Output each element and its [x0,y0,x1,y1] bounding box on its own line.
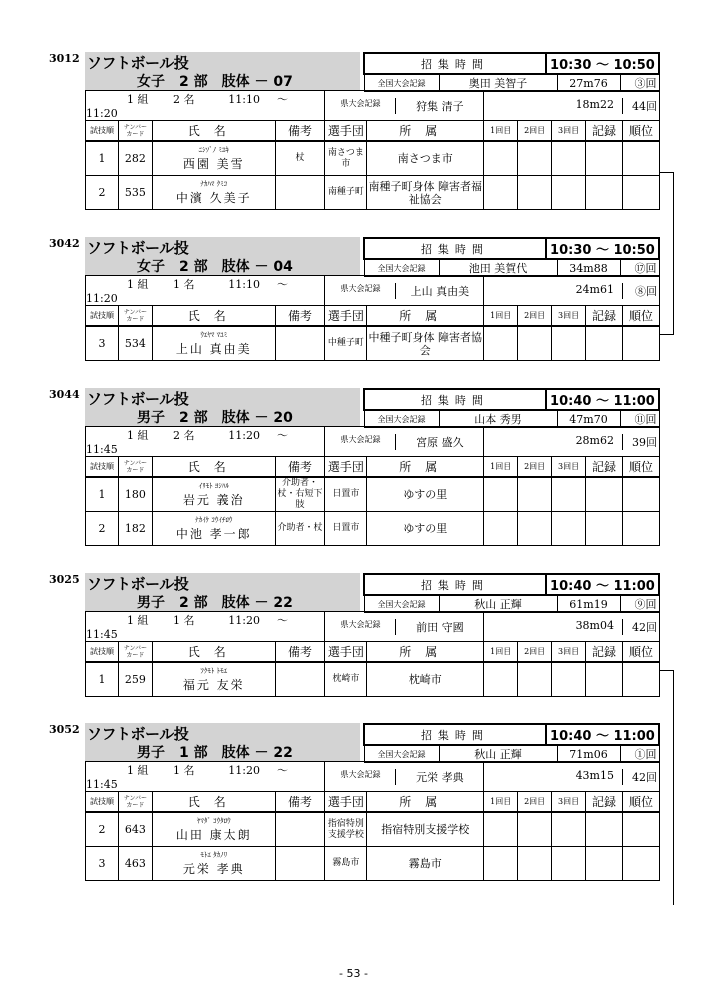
trial-order: 1 [86,477,119,512]
national-record-edition: ⑨回 [620,595,659,613]
header-trial-3: 3回目 [552,457,586,478]
rank-result [622,176,659,210]
national-record-value: 34m88 [557,259,620,277]
call-label: 招集時間 [364,53,546,74]
pref-record-label: 県大会記録 前田 守國 [325,612,484,642]
header-trial-3: 3回目 [552,306,586,327]
header-name: 氏名 [152,306,275,327]
national-record-holder: 秋山 正輝 [439,745,557,763]
header-bib: ナンバー カード [118,642,152,663]
record-result [586,512,623,546]
header-trial-1: 1回目 [484,642,518,663]
category-title: 男子 1 部 肢体 － 22 [137,745,293,761]
pref-record-label: 県大会記録 宮原 盛久 [325,427,484,457]
record-table [363,52,660,92]
athlete-kanji: 上山 真由美 [175,341,252,356]
athlete-row [86,176,660,210]
header-trial-1: 1回目 [484,457,518,478]
athlete-kana: ﾆｼｿﾞﾉ ﾐﾕｷ [198,145,229,154]
rank-result [622,662,659,697]
athlete-team: 霧島市 [325,847,367,881]
athlete-kanji: 西園 美雪 [182,156,245,171]
event-code: 3025 [49,573,80,586]
athlete-name [152,512,275,546]
header-affiliation: 所属 [367,792,484,813]
trial-3-result [552,326,586,361]
athlete-affiliation: 南種子町身体 障害者福祉協会 [367,176,484,210]
athlete-name [152,477,275,512]
athlete-name [152,326,275,361]
athlete-note: 介助者・杖 [275,512,325,546]
athlete-name [152,141,275,176]
pref-record-detail: 18m22 44回 [484,91,660,121]
pref-record-holder: 前田 守國 [395,619,483,635]
trial-order: 3 [86,847,119,881]
group-info: 1 組 2 名 11:20 ～ 11:45 [86,427,325,457]
trial-1-result [484,847,518,881]
pref-record-label: 県大会記録 狩集 清子 [325,91,484,121]
header-team: 選手団 [325,306,367,327]
pref-record-detail: 24m61 ⑧回 [484,276,660,306]
header-trial-2: 2回目 [518,792,552,813]
sport-title: ソフトボール投 [87,390,189,408]
entry-table [85,275,660,361]
record-result [586,477,623,512]
national-record-value: 47m70 [557,410,620,428]
record-table [363,237,660,277]
event-code: 3012 [49,52,80,65]
national-record-label: 全国大会記録 [364,74,439,92]
athlete-note [275,662,325,697]
athlete-kana: ｳｴﾔﾏ ﾏﾕﾐ [200,330,228,339]
header-bib: ナンバー カード [118,306,152,327]
trial-order: 2 [86,176,119,210]
athlete-team: 指宿特別支援学校 [325,812,367,847]
athlete-kanji: 福元 友栄 [182,677,245,692]
connector-line [660,670,674,671]
athlete-kanji: 元栄 孝典 [182,861,245,876]
sport-title: ソフトボール投 [87,575,189,593]
header-name: 氏名 [152,642,275,663]
athlete-affiliation: ゆすの里 [367,512,484,546]
athlete-name [152,662,275,697]
header-team: 選手団 [325,121,367,142]
call-time: 10:30 ～ 10:50 [546,238,659,259]
bib-number: 535 [118,176,152,210]
header-record: 記録 [586,792,623,813]
record-result [586,662,623,697]
athlete-row [86,847,660,881]
sport-title: ソフトボール投 [87,725,189,743]
rank-result [622,141,659,176]
header-rank: 順位 [622,121,659,142]
bib-number: 259 [118,662,152,697]
national-record-value: 61m19 [557,595,620,613]
trial-1-result [484,176,518,210]
trial-order: 3 [86,326,119,361]
athlete-kana: ﾔﾏﾀﾞ ｺｳﾀﾛｳ [196,816,231,825]
connector-line [660,334,674,335]
call-label: 招集時間 [364,389,546,410]
national-record-edition: ⑪回 [620,410,659,428]
event-block [49,723,660,881]
athlete-team: 南種子町 [325,176,367,210]
trial-1-result [484,812,518,847]
athlete-note: 杖 [275,141,325,176]
pref-record-holder: 上山 真由美 [395,283,483,299]
trial-1-result [484,326,518,361]
event-title-box [85,723,360,761]
record-result [586,176,623,210]
athlete-affiliation: 霧島市 [367,847,484,881]
category-title: 男子 2 部 肢体 － 22 [137,595,293,611]
header-affiliation: 所属 [367,457,484,478]
athlete-kanji: 岩元 義治 [182,492,245,507]
trial-order: 1 [86,662,119,697]
athlete-kana: ﾅｶﾊﾏ ｸﾐｺ [200,179,228,188]
record-table [363,388,660,428]
athlete-name [152,176,275,210]
header-affiliation: 所属 [367,306,484,327]
athlete-note [275,326,325,361]
record-result [586,847,623,881]
athlete-note: 介助者・杖・右短下肢 [275,477,325,512]
header-trial-2: 2回目 [518,642,552,663]
trial-order: 1 [86,141,119,176]
pref-record-holder: 元栄 孝典 [395,769,483,785]
call-label: 招集時間 [364,574,546,595]
bib-number: 182 [118,512,152,546]
header-team: 選手団 [325,792,367,813]
header-bib: ナンバー カード [118,792,152,813]
header-name: 氏名 [152,121,275,142]
trial-3-result [552,141,586,176]
record-result [586,326,623,361]
trial-1-result [484,662,518,697]
header-rank: 順位 [622,792,659,813]
trial-2-result [518,847,552,881]
rank-result [622,812,659,847]
call-label: 招集時間 [364,724,546,745]
record-result [586,812,623,847]
header-trial-2: 2回目 [518,457,552,478]
sport-title: ソフトボール投 [87,54,189,72]
trial-2-result [518,812,552,847]
header-note: 備考 [275,457,325,478]
trial-1-result [484,141,518,176]
athlete-kana: ﾓﾄｴ ﾀｶﾉﾘ [200,850,228,859]
event-block [49,237,660,361]
connector-line [673,172,674,334]
header-trial-3: 3回目 [552,642,586,663]
athlete-row [86,512,660,546]
athlete-row [86,477,660,512]
header-record: 記録 [586,306,623,327]
national-record-holder: 池田 美賀代 [439,259,557,277]
header-team: 選手団 [325,642,367,663]
event-block [49,388,660,546]
athlete-kanji: 山田 康太朗 [175,827,252,842]
event-block [49,52,660,210]
group-info: 1 組 2 名 11:10 ～ 11:20 [86,91,325,121]
header-record: 記録 [586,121,623,142]
header-bib: ナンバー カード [118,121,152,142]
event-title-box [85,237,360,275]
athlete-kana: ｲﾘﾓﾄ ﾖｼﾊﾙ [198,481,229,490]
rank-result [622,512,659,546]
entry-table [85,90,660,210]
athlete-affiliation: 南さつま市 [367,141,484,176]
trial-1-result [484,512,518,546]
pref-record-detail: 38m04 42回 [484,612,660,642]
rank-result [622,847,659,881]
call-time: 10:40 ～ 11:00 [546,724,659,745]
trial-2-result [518,477,552,512]
header-bib: ナンバー カード [118,457,152,478]
pref-record-holder: 宮原 盛久 [395,434,483,450]
athlete-team: 日置市 [325,477,367,512]
national-record-holder: 秋山 正輝 [439,595,557,613]
header-trial-2: 2回目 [518,306,552,327]
header-trial-1: 1回目 [484,121,518,142]
group-info: 1 組 1 名 11:20 ～ 11:45 [86,612,325,642]
trial-1-result [484,477,518,512]
national-record-holder: 山本 秀男 [439,410,557,428]
group-info: 1 組 1 名 11:20 ～ 11:45 [86,762,325,792]
rank-result [622,326,659,361]
pref-record-detail: 43m15 42回 [484,762,660,792]
header-note: 備考 [275,306,325,327]
athlete-note [275,176,325,210]
connector-line [660,172,674,173]
national-record-edition: ③回 [620,74,659,92]
category-title: 女子 2 部 肢体 － 07 [137,74,293,90]
pref-record-label: 県大会記録 上山 真由美 [325,276,484,306]
national-record-label: 全国大会記録 [364,410,439,428]
athlete-kanji: 中濱 久美子 [175,190,252,205]
athlete-kana: ﾅｶｲｹ ｺｳｲﾁﾛｳ [195,515,233,524]
event-code: 3042 [49,237,80,250]
pref-record-label: 県大会記録 元栄 孝典 [325,762,484,792]
event-title-box [85,388,360,426]
national-record-value: 27m76 [557,74,620,92]
athlete-row [86,662,660,697]
entry-table [85,611,660,697]
trial-3-result [552,662,586,697]
national-record-edition: ①回 [620,745,659,763]
bib-number: 463 [118,847,152,881]
national-record-label: 全国大会記録 [364,745,439,763]
bib-number: 643 [118,812,152,847]
header-rank: 順位 [622,306,659,327]
header-order: 試技順 [86,642,119,663]
header-note: 備考 [275,792,325,813]
national-record-value: 71m06 [557,745,620,763]
call-time: 10:40 ～ 11:00 [546,389,659,410]
athlete-note [275,847,325,881]
header-team: 選手団 [325,457,367,478]
athlete-row [86,141,660,176]
trial-3-result [552,176,586,210]
athlete-kana: ﾌｸﾓﾄ ﾄﾓｴ [200,666,228,675]
athlete-team: 中種子町 [325,326,367,361]
call-time: 10:30 ～ 10:50 [546,53,659,74]
header-name: 氏名 [152,792,275,813]
header-record: 記録 [586,457,623,478]
header-order: 試技順 [86,121,119,142]
sport-title: ソフトボール投 [87,239,189,257]
pref-record-holder: 狩集 清子 [395,98,483,114]
header-trial-2: 2回目 [518,121,552,142]
event-code: 3044 [49,388,80,401]
athlete-row [86,812,660,847]
header-rank: 順位 [622,457,659,478]
event-title-box [85,52,360,90]
athlete-affiliation: 指宿特別支援学校 [367,812,484,847]
athlete-name [152,847,275,881]
trial-order: 2 [86,512,119,546]
connector-line [673,670,674,905]
record-table [363,723,660,763]
record-result [586,141,623,176]
header-order: 試技順 [86,306,119,327]
athlete-affiliation: ゆすの里 [367,477,484,512]
national-record-label: 全国大会記録 [364,259,439,277]
trial-2-result [518,176,552,210]
category-title: 男子 2 部 肢体 － 20 [137,410,293,426]
event-title-box [85,573,360,611]
athlete-affiliation: 中種子町身体 障害者協会 [367,326,484,361]
header-affiliation: 所属 [367,121,484,142]
athlete-row [86,326,660,361]
header-note: 備考 [275,121,325,142]
national-record-label: 全国大会記録 [364,595,439,613]
trial-3-result [552,477,586,512]
header-trial-3: 3回目 [552,121,586,142]
header-note: 備考 [275,642,325,663]
bib-number: 282 [118,141,152,176]
call-label: 招集時間 [364,238,546,259]
athlete-note [275,812,325,847]
header-order: 試技順 [86,457,119,478]
header-trial-1: 1回目 [484,792,518,813]
athlete-affiliation: 枕崎市 [367,662,484,697]
category-title: 女子 2 部 肢体 － 04 [137,259,293,275]
header-order: 試技順 [86,792,119,813]
event-code: 3052 [49,723,80,736]
header-name: 氏名 [152,457,275,478]
national-record-holder: 奥田 美智子 [439,74,557,92]
trial-2-result [518,141,552,176]
trial-3-result [552,812,586,847]
header-affiliation: 所属 [367,642,484,663]
national-record-edition: ⑰回 [620,259,659,277]
trial-order: 2 [86,812,119,847]
athlete-team: 日置市 [325,512,367,546]
athlete-name [152,812,275,847]
header-trial-3: 3回目 [552,792,586,813]
header-record: 記録 [586,642,623,663]
pref-record-detail: 28m62 39回 [484,427,660,457]
rank-result [622,477,659,512]
record-table [363,573,660,613]
trial-2-result [518,512,552,546]
event-block [49,573,660,697]
group-info: 1 組 1 名 11:10 ～ 11:20 [86,276,325,306]
entry-table [85,761,660,881]
athlete-kanji: 中池 孝一郎 [175,526,252,541]
trial-3-result [552,512,586,546]
call-time: 10:40 ～ 11:00 [546,574,659,595]
header-rank: 順位 [622,642,659,663]
trial-3-result [552,847,586,881]
bib-number: 534 [118,326,152,361]
bib-number: 180 [118,477,152,512]
athlete-team: 枕崎市 [325,662,367,697]
trial-2-result [518,326,552,361]
trial-2-result [518,662,552,697]
athlete-team: 南さつま市 [325,141,367,176]
page-number: - 53 - [339,967,368,980]
header-trial-1: 1回目 [484,306,518,327]
entry-table [85,426,660,546]
